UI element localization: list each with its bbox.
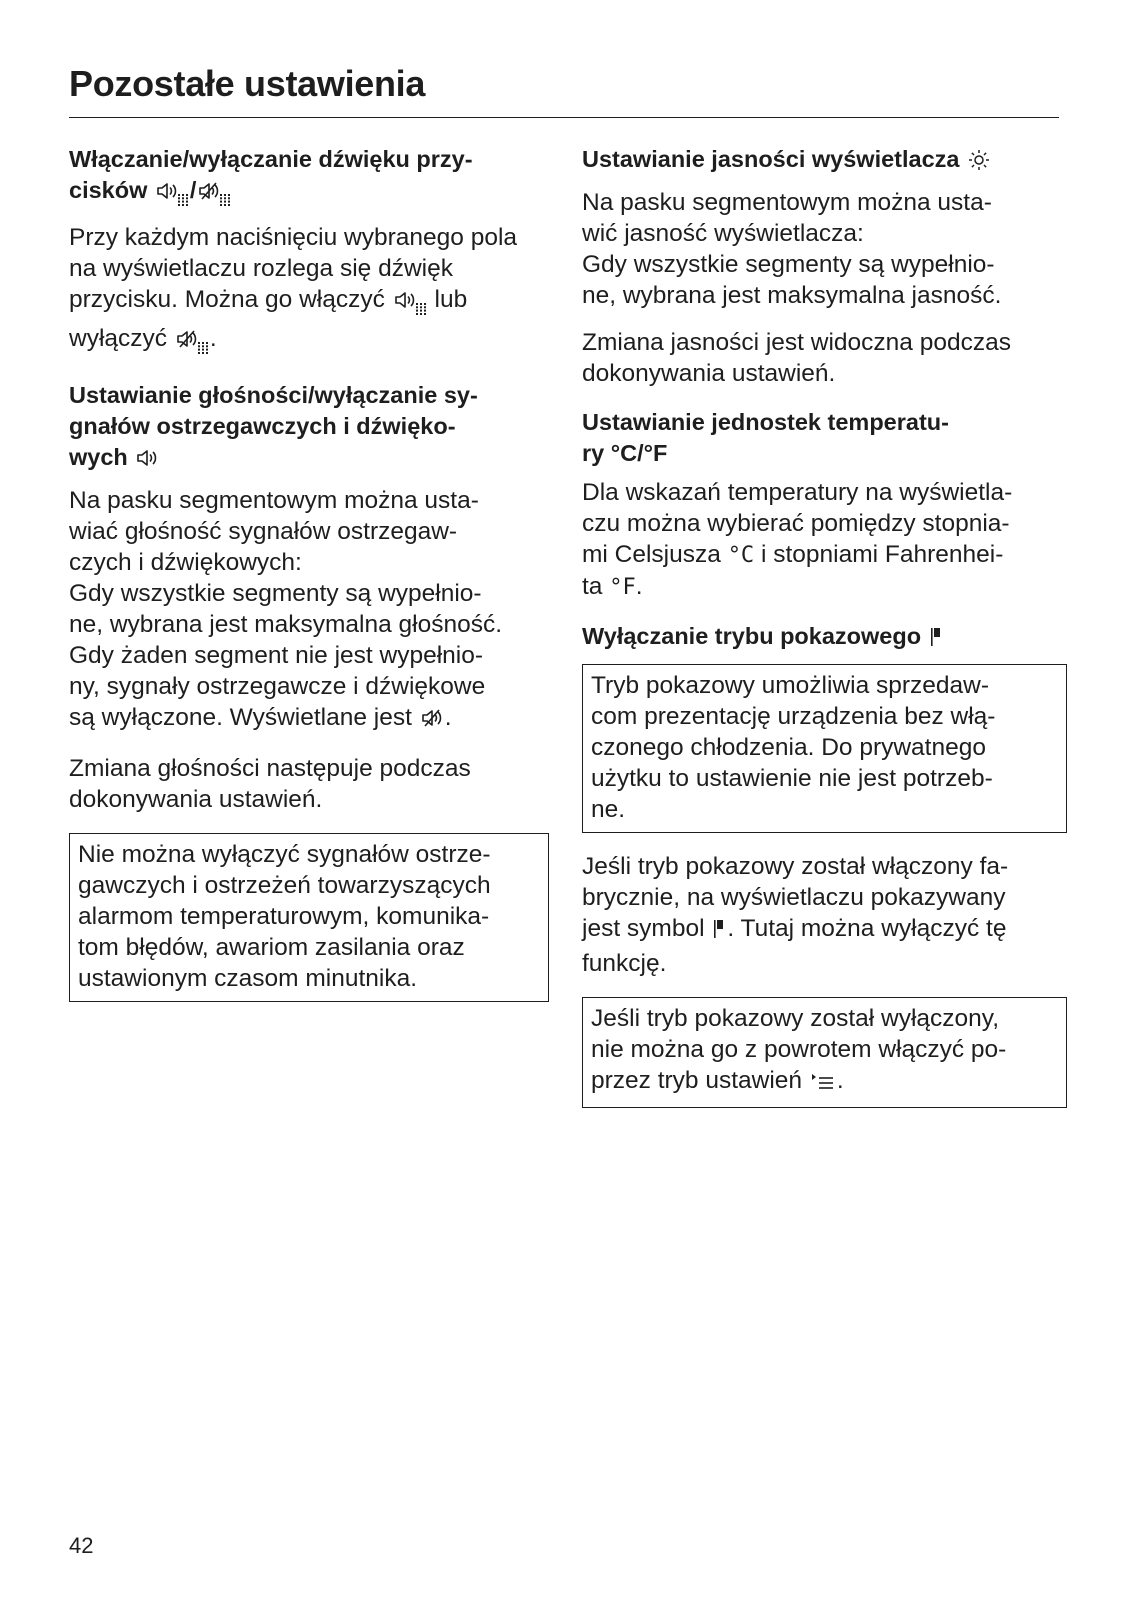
section-key-sound <box>69 144 549 362</box>
section-volume <box>69 380 549 1002</box>
heading-brightness <box>582 144 1067 179</box>
page-title: Pozostałe ustawienia <box>69 63 426 104</box>
volume-description <box>69 485 549 737</box>
fahrenheit-symbol: °F <box>609 575 636 600</box>
volume-text-b: . <box>444 704 452 731</box>
key-sound-description <box>69 222 549 362</box>
section-brightness <box>582 144 1067 389</box>
speaker-on-icon <box>136 446 158 477</box>
speaker-on-icon <box>394 288 416 319</box>
brightness-description: Na pasku segmentowym można usta- wić jasność wyświetlacza: Gdy wszystkie segmenty są wypełnio- ne, wybrana jest maksymalna jasność. <box>582 189 1002 309</box>
celsius-symbol: °C <box>727 543 755 568</box>
section-temperature-unit <box>582 407 1067 603</box>
heading-demo-mode <box>582 621 1067 656</box>
heading-temperature-unit: Ustawianie jednostek temperatu- ry °C/°F <box>582 409 949 466</box>
keypad-grid-icon <box>416 292 426 323</box>
title-divider <box>69 117 1059 118</box>
sun-icon <box>968 148 990 179</box>
speaker-off-icon <box>198 179 220 210</box>
notice-demo-mode: Tryb pokazowy umożliwia sprzedaw- com prezentację urządzenia bez włą- czonego chłodzenia. Do prywatnego użytku to ustawienie nie jest potrzeb- ne. <box>582 664 1067 833</box>
key-sound-text-a: Przy każdym naciśnięciu wybranego pola na wyświetlaczu rozlega się dźwięk przycisku. Można go włączyć <box>69 224 518 313</box>
heading-demo-mode-text: Wyłączanie trybu pokazowego <box>582 623 922 649</box>
page-number: 42 <box>69 1533 94 1558</box>
demo-notice-text-a: Jeśli tryb pokazowy został wyłączony, nie można go z powrotem włączyć po- przez tryb ustawień <box>591 1005 1007 1094</box>
keypad-grid-icon <box>220 183 230 214</box>
keypad-grid-icon <box>178 183 188 214</box>
heading-key-sound <box>69 144 549 214</box>
temp-text-c: . <box>635 573 643 600</box>
temp-text-b: i stopniami Fahrenhei- ta <box>582 541 1004 600</box>
keypad-grid-icon <box>198 331 208 362</box>
demo-notice-text-b: . <box>836 1067 844 1094</box>
demo-text-a: Jeśli tryb pokazowy został włączony fa- brycznie, na wyświetlaczu pokazywany jest symbol <box>582 853 1009 942</box>
brightness-change-note: Zmiana jasności jest widoczna podczas dokonywania ustawień. <box>582 329 1011 387</box>
temperature-unit-description <box>582 477 1067 603</box>
heading-volume <box>69 380 549 477</box>
heading-brightness-text: Ustawianie jasności wyświetlacza <box>582 146 960 172</box>
heading-key-sound-text: Włączanie/wyłączanie dźwięku przy- cisków <box>69 146 473 203</box>
notice-warnings: Nie można wyłączyć sygnałów ostrze- gawczych i ostrzeżeń towarzyszących alarmom temperaturowym, komunika- tom błędów, awariom zasilania oraz ustawionym czasom minutnika. <box>69 833 549 1002</box>
temp-text-a: Dla wskazań temperatury na wyświetla- czu można wybierać pomiędzy stopnia- mi Celsjusza <box>582 479 1013 568</box>
section-demo-mode <box>582 621 1067 1108</box>
right-column <box>582 144 1067 1126</box>
demo-mode-description <box>582 851 1067 979</box>
key-sound-text-b: lub wyłączyć <box>69 286 468 352</box>
notice-demo-mode-off <box>582 997 1067 1108</box>
speaker-off-icon <box>421 706 443 737</box>
settings-menu-icon <box>811 1069 835 1100</box>
demo-mode-icon <box>930 625 942 656</box>
heading-volume-text: Ustawianie głośności/wyłączanie sy- gnałów ostrzegawczych i dźwięko- wych <box>69 382 478 470</box>
demo-text-b: . Tutaj można wyłączyć tę funkcję. <box>582 915 1007 977</box>
speaker-off-icon <box>176 327 198 358</box>
volume-change-note: Zmiana głośności następuje podczas dokonywania ustawień. <box>69 755 471 813</box>
volume-text-a: Na pasku segmentowym można usta- wiać głośność sygnałów ostrzegaw- czych i dźwiękowych: Gdy wszystkie segmenty są wypełnio- ne, wybrana jest maksymalna głośność. Gdy żaden segment nie jest wypełnio- ny, sygnały ostrzegawcze i dźwiękowe są wyłączone. Wyświetlane jest <box>69 487 503 731</box>
demo-mode-icon <box>713 917 725 948</box>
key-sound-text-c: . <box>209 325 217 352</box>
left-column <box>69 144 549 1020</box>
heading-separator: / <box>189 177 197 203</box>
speaker-on-icon <box>156 179 178 210</box>
